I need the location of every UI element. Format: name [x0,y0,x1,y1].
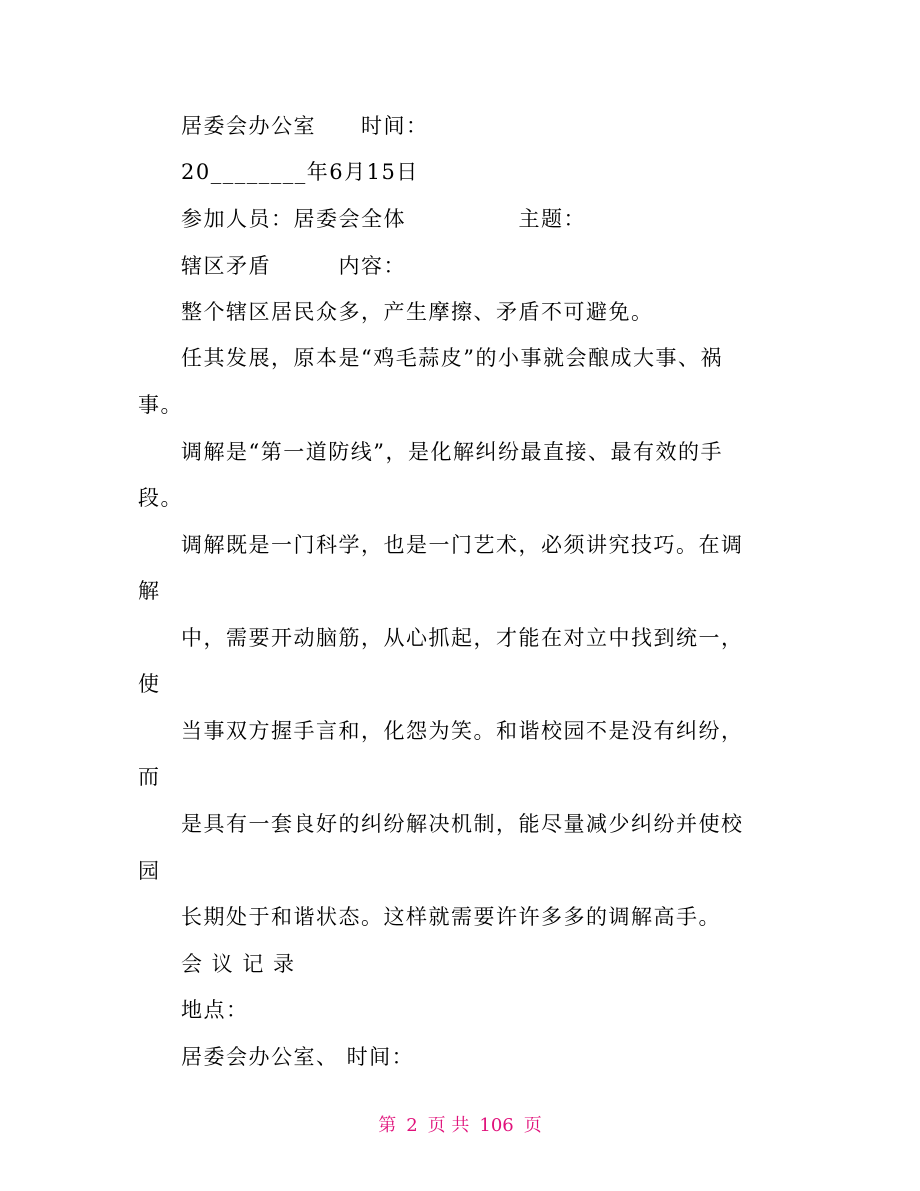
line-content-10: 当事双方握手言和，化怨为笑。和谐校园不是没有纠纷， [181,719,744,743]
line-content-11: 而 [138,765,161,789]
line-content-1: 整个辖区居民众多，产生摩擦、矛盾不可避免。 [181,300,654,324]
line-date: 20________年6月15日 [181,160,419,184]
line-content-8: 中，需要开动脑筋，从心抓起，才能在对立中找到统一， [181,626,744,650]
line-content-9: 使 [138,672,161,696]
line-content-3: 事。 [138,393,183,417]
line-place-label: 地点： [181,998,249,1022]
line-content-7: 解 [138,579,161,603]
page-footer [0,1114,920,1138]
section-heading-meeting-record: 会 议 记 录 [181,952,296,976]
line-content-12: 是具有一套良好的纠纷解决机制，能尽量减少纠纷并使校 [181,812,744,836]
line-content-14: 长期处于和谐状态。这样就需要许许多多的调解高手。 [181,905,721,929]
line-location-2: 居委会办公室、 时间： [181,1045,415,1069]
footer-suffix: 页 [523,1115,542,1136]
footer-middle: 页 共 [427,1115,470,1136]
footer-total-pages: 106 [479,1115,514,1136]
footer-prefix: 第 [378,1115,397,1136]
line-topic: 辖区矛盾 内容： [181,254,406,278]
line-attendees: 参加人员：居委会全体 主题： [181,207,586,231]
line-content-4: 调解是“第一道防线”，是化解纠纷最直接、最有效的手 [181,440,723,464]
line-content-6: 调解既是一门科学，也是一门艺术，必须讲究技巧。在调 [181,533,744,557]
line-location: 居委会办公室 时间： [181,114,429,138]
footer-current-page: 2 [406,1115,418,1136]
line-content-5: 段。 [138,486,183,510]
line-content-2: 任其发展，原本是“鸡毛蒜皮”的小事就会酿成大事、祸 [181,346,723,370]
line-content-13: 园 [138,859,161,883]
